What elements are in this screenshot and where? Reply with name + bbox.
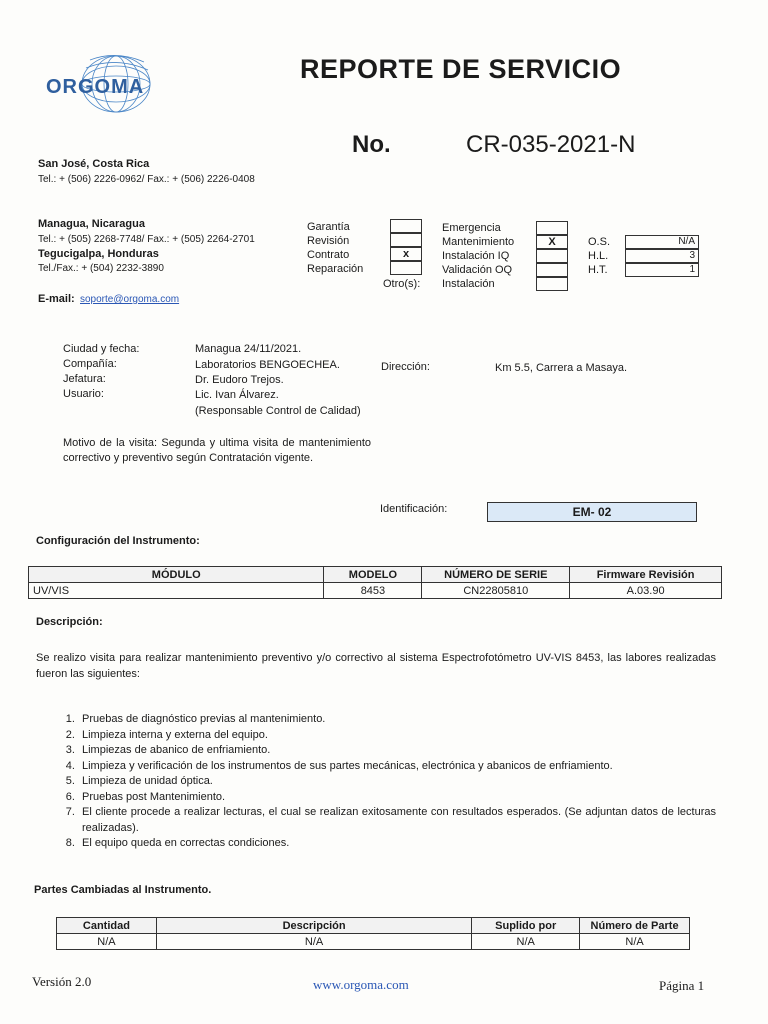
ciudad-label: Ciudad y fecha: [63,343,140,355]
identificacion-value: EM- 02 [487,502,697,522]
ciudad-value: Managua 24/11/2021. [195,343,302,355]
office-city: San José, Costa Rica [38,158,150,170]
jefatura-label: Jefatura: [63,373,106,385]
report-number-label: No. [352,131,391,158]
email-label: E-mail: [38,293,75,305]
service-type-label: Revisión [307,235,350,247]
compania-label: Compañía: [63,358,117,370]
logo-wordmark: ORGOMA [46,76,145,98]
table-cell: UV/VIS [29,583,324,599]
checkbox-mantenimiento[interactable]: X [536,235,568,249]
email-link[interactable]: soporte@orgoma.com [80,294,180,305]
jefatura-value: Dr. Eudoro Trejos. [195,374,284,386]
checkbox-garantia[interactable] [390,219,422,233]
list-item: 8. El equipo queda en correctas condiciones. [78,836,716,852]
footer-version: Versión 2.0 [32,974,92,989]
table-cell: A.03.90 [570,583,722,599]
instrument-table [28,566,722,599]
usuario-role: (Responsable Control de Calidad) [195,405,361,417]
code-label: O.S. [588,236,611,248]
table-cell: N/A [156,934,471,950]
service-type-label: Validación OQ [442,264,513,276]
office-city: Managua, Nicaragua [38,218,145,230]
checkbox-contrato[interactable]: x [390,247,422,261]
list-item: 6. Pruebas post Mantenimiento. [78,790,716,806]
footer-page-number: Página 1 [659,978,705,993]
list-item: 5. Limpieza de unidad óptica. [78,774,716,790]
checkbox-revision[interactable] [390,233,422,247]
ht-field[interactable]: 1 [625,263,699,277]
table-cell: N/A [472,934,580,950]
service-type-label: Contrato [307,249,350,261]
list-item: 1. Pruebas de diagnóstico previas al mantenimiento. [78,712,716,728]
table-cell: N/A [580,934,690,950]
checkbox-instalacion-iq[interactable] [536,249,568,263]
column-header: MÓDULO [29,567,324,583]
motivo-value: Segunda y ultima visita de mantenimiento correctivo y preventivo según Contratación vigente. [63,437,371,464]
orgoma-logo [40,46,180,116]
table-header-row [29,567,722,583]
table-cell: CN22805810 [422,583,570,599]
code-label: H.T. [588,264,608,276]
checkbox-reparacion[interactable] [390,261,422,275]
table-row [57,934,690,950]
footer-website-link[interactable]: www.orgoma.com [313,977,409,992]
service-type-label: Mantenimiento [442,236,515,248]
list-item: 2. Limpieza interna y externa del equipo. [78,728,716,744]
direccion-value: Km 5.5, Carrera a Masaya. [495,362,628,374]
list-item: 4. Limpieza y verificación de los instrumentos de sus partes mecánicas, electrónica y abanicos de enfriamiento. [78,759,716,775]
checkbox-instalacion[interactable] [536,277,568,291]
task-list [56,712,716,852]
os-field[interactable]: N/A [625,235,699,249]
office-city: Tegucigalpa, Honduras [38,248,159,260]
code-label: H.L. [588,250,609,262]
service-type-label: Instalación IQ [442,250,510,262]
column-header: NÚMERO DE SERIE [422,567,570,583]
office-phone: Tel.: + (506) 2226-0962/ Fax.: + (506) 2226-0408 [38,174,255,185]
parts-table [56,917,690,950]
direccion-label: Dirección: [381,361,430,373]
table-cell: N/A [57,934,157,950]
column-header: Cantidad [57,918,157,934]
table-cell: 8453 [324,583,422,599]
checkbox-validacion-oq[interactable] [536,263,568,277]
motivo-visita [63,436,371,466]
description-text: Se realizo visita para realizar mantenimiento preventivo y/o correctivo al sistema Espectrofotómetro UV-VIS 8453, las labores realizadas fueron las siguientes: [36,652,716,680]
office-phone: Tel./Fax.: + (504) 2232-3890 [38,263,164,274]
column-header: Firmware Revisión [570,567,722,583]
page-title: REPORTE DE SERVICIO [300,54,622,84]
instrument-section-title: Configuración del Instrumento: [36,535,200,547]
checkbox-emergencia[interactable] [536,221,568,235]
service-type-label: Garantía [307,221,350,233]
compania-value: Laboratorios BENGOECHEA. [195,359,340,371]
column-header: MODELO [324,567,422,583]
office-phone: Tel.: + (505) 2268-7748/ Fax.: + (505) 2264-2701 [38,234,255,245]
service-type-label: Instalación [442,278,495,290]
report-number: CR-035-2021-N [466,131,636,158]
table-header-row [57,918,690,934]
usuario-value: Lic. Ivan Álvarez. [195,389,279,401]
parts-section-title: Partes Cambiadas al Instrumento. [34,884,212,896]
column-header: Descripción [156,918,471,934]
description-section-title: Descripción: [36,616,103,628]
usuario-label: Usuario: [63,388,104,400]
column-header: Número de Parte [580,918,690,934]
column-header: Suplido por [472,918,580,934]
motivo-label: Motivo de la visita: [63,437,158,449]
table-row [29,583,722,599]
list-item: 3. Limpiezas de abanico de enfriamiento. [78,743,716,759]
service-type-label: Emergencia [442,222,501,234]
hl-field[interactable]: 3 [625,249,699,263]
service-type-label: Reparación [307,263,364,275]
identificacion-label: Identificación: [380,503,448,515]
otros-label: Otro(s): [383,278,421,290]
list-item: 7. El cliente procede a realizar lecturas, el cual se realizan exitosamente con resultados esperados. (Se adjuntan datos de lecturas realizadas). [78,805,716,836]
